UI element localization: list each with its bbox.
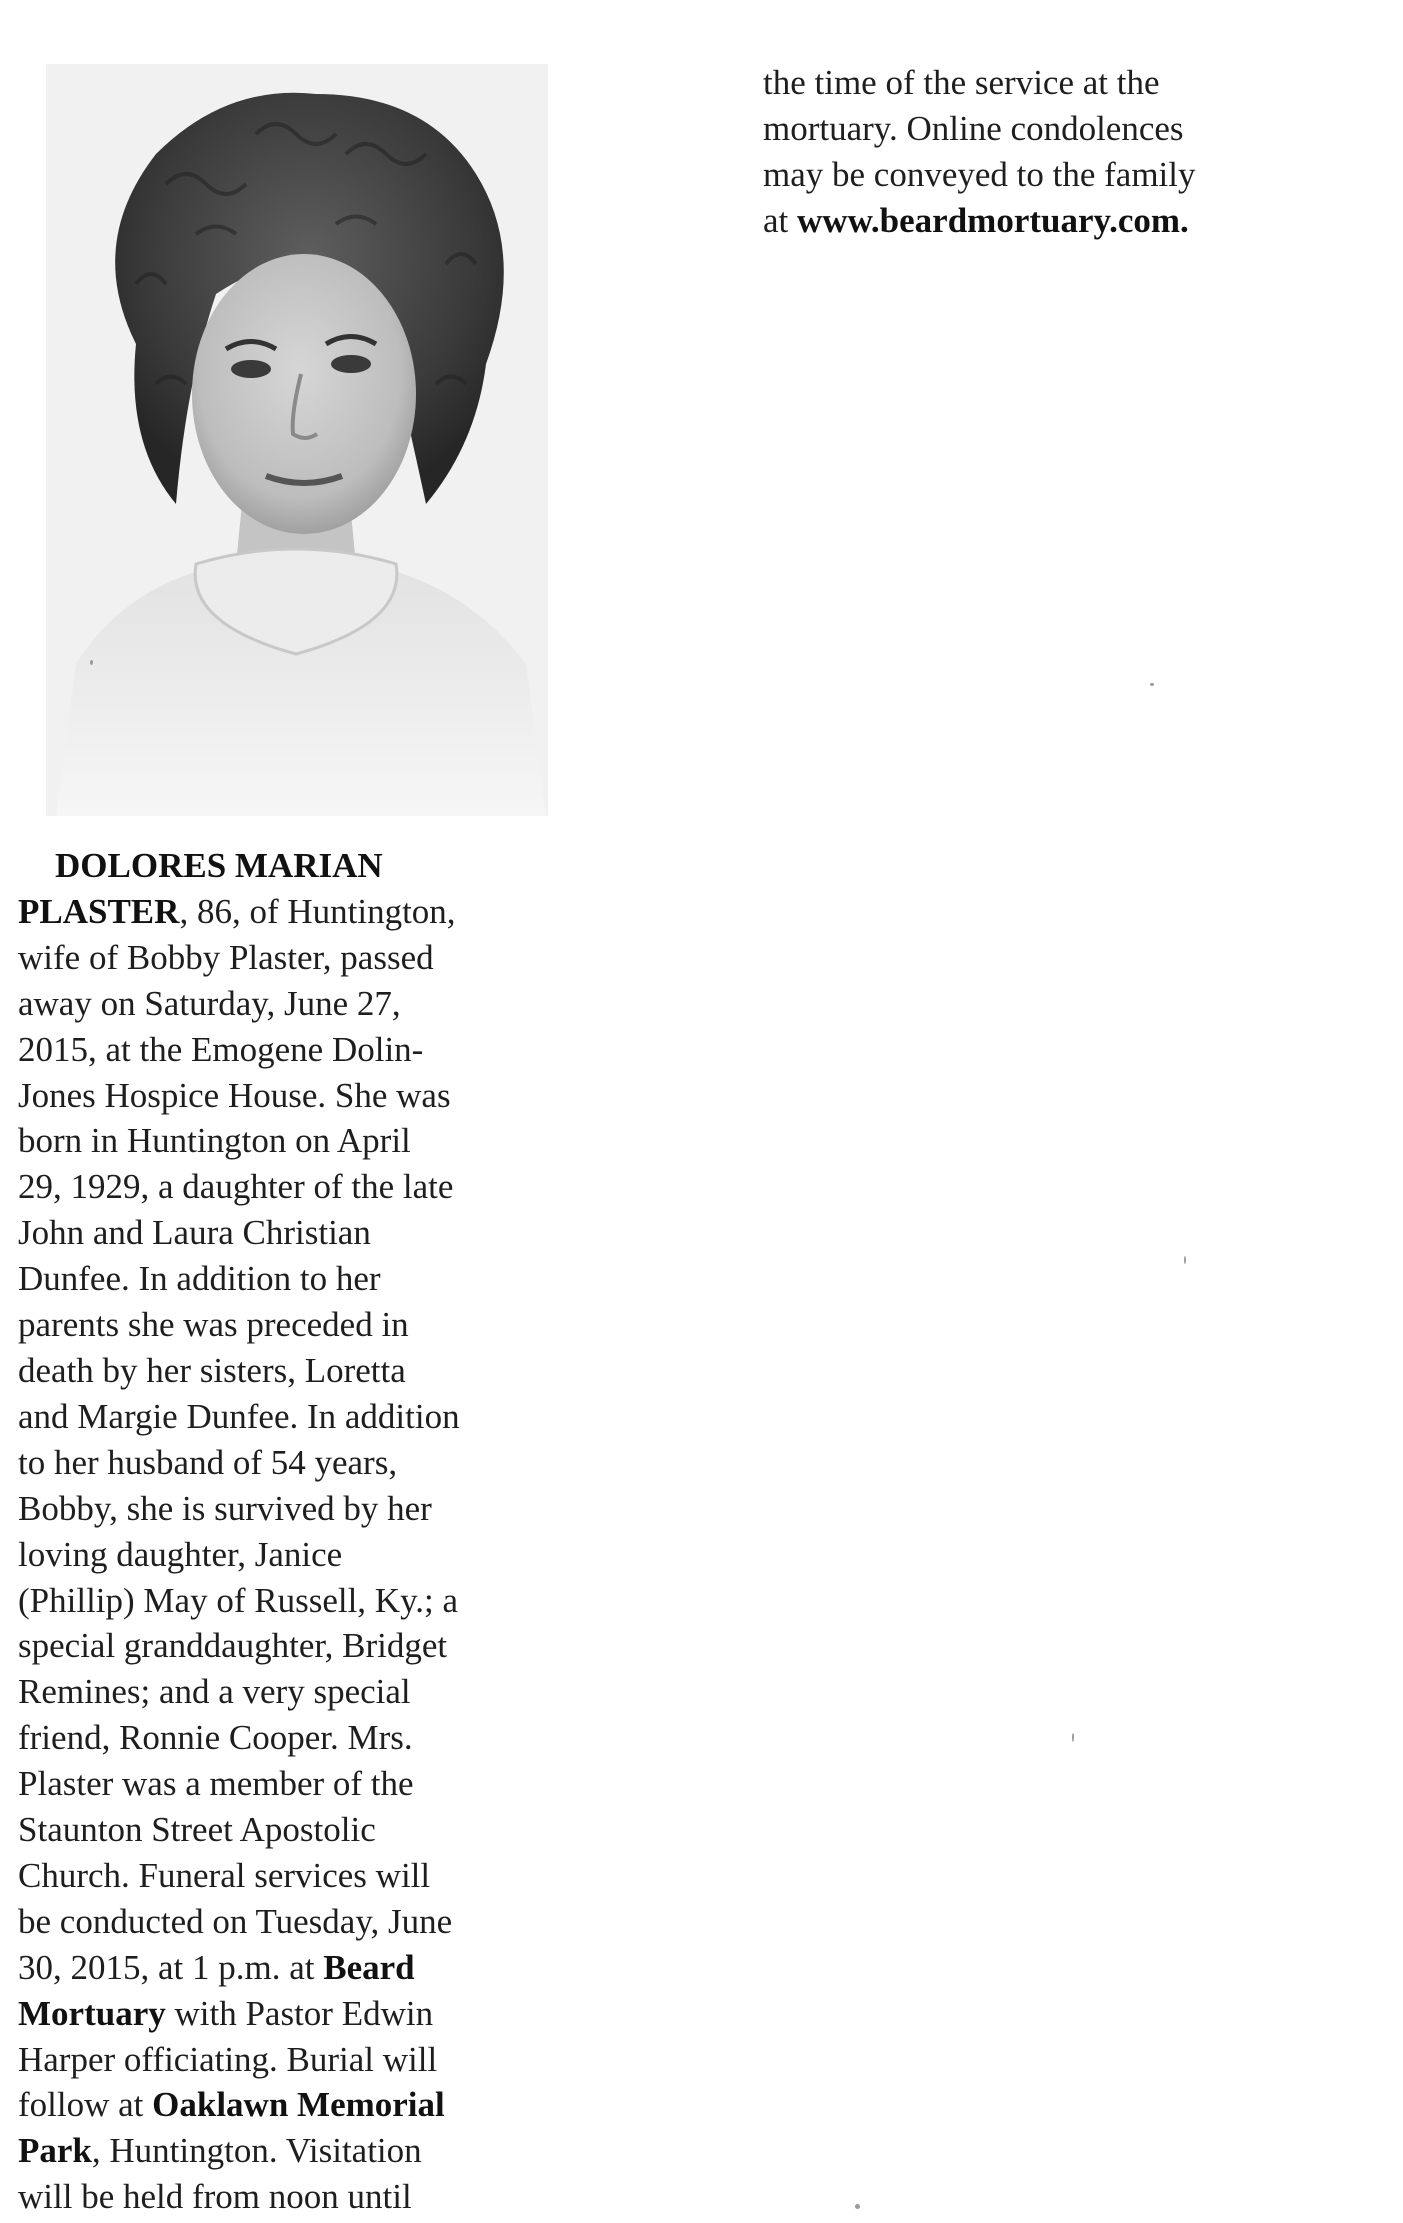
obituary-body-2: with Pastor Edwin Harper officiating. Burial will follow at	[18, 1993, 438, 2125]
scan-speck	[1184, 1256, 1186, 1264]
obituary-text	[18, 843, 538, 2220]
mortuary-name: Beard Mortuary	[18, 1947, 415, 2033]
deceased-name-line1: DOLORES MARIAN	[55, 846, 383, 885]
deceased-name-line2: PLASTER	[18, 891, 180, 931]
obituary-body-3: , Huntington. Visitation will be held from noon until	[18, 2131, 422, 2217]
scan-speck	[1072, 1733, 1074, 1742]
website-link: www.beardmortuary.com.	[797, 200, 1189, 240]
obituary-body-1: , 86, of Huntington, wife of Bobby Plaster, passed away on Saturday, June 27, 2015, at the Emogene Dolin- Jones Hospice House. She was born in Huntington on April 29, 1929, a daughter of the late John and Laura Christian Dunfee. In addition to her parents she was preceded in death by her sisters, Loretta and Margie Dunfee. In addition to her husband of 54 years, Bobby, she is survived by her loving daughter, Janice (Phillip) May of Russell, Ky.; a special granddaughter, Bridget Remines; and a very special friend, Ronnie Cooper. Mrs. Plaster was a member of the Staunton Street Apostolic Church. Funeral services will be conducted on Tuesday, June 30, 2015, at 1 p.m. at	[18, 891, 460, 1987]
scan-speck	[1150, 683, 1154, 686]
cemetery-name: Oaklawn Memorial Park	[18, 2085, 445, 2171]
portrait-photo-icon	[46, 64, 548, 816]
scan-speck	[90, 660, 93, 665]
obituary-continuation	[763, 60, 1323, 244]
scan-speck	[855, 2204, 860, 2209]
portrait-photo	[46, 64, 548, 816]
continuation-text: the time of the service at the mortuary. Online condolences may be conveyed to the family at	[763, 63, 1196, 240]
